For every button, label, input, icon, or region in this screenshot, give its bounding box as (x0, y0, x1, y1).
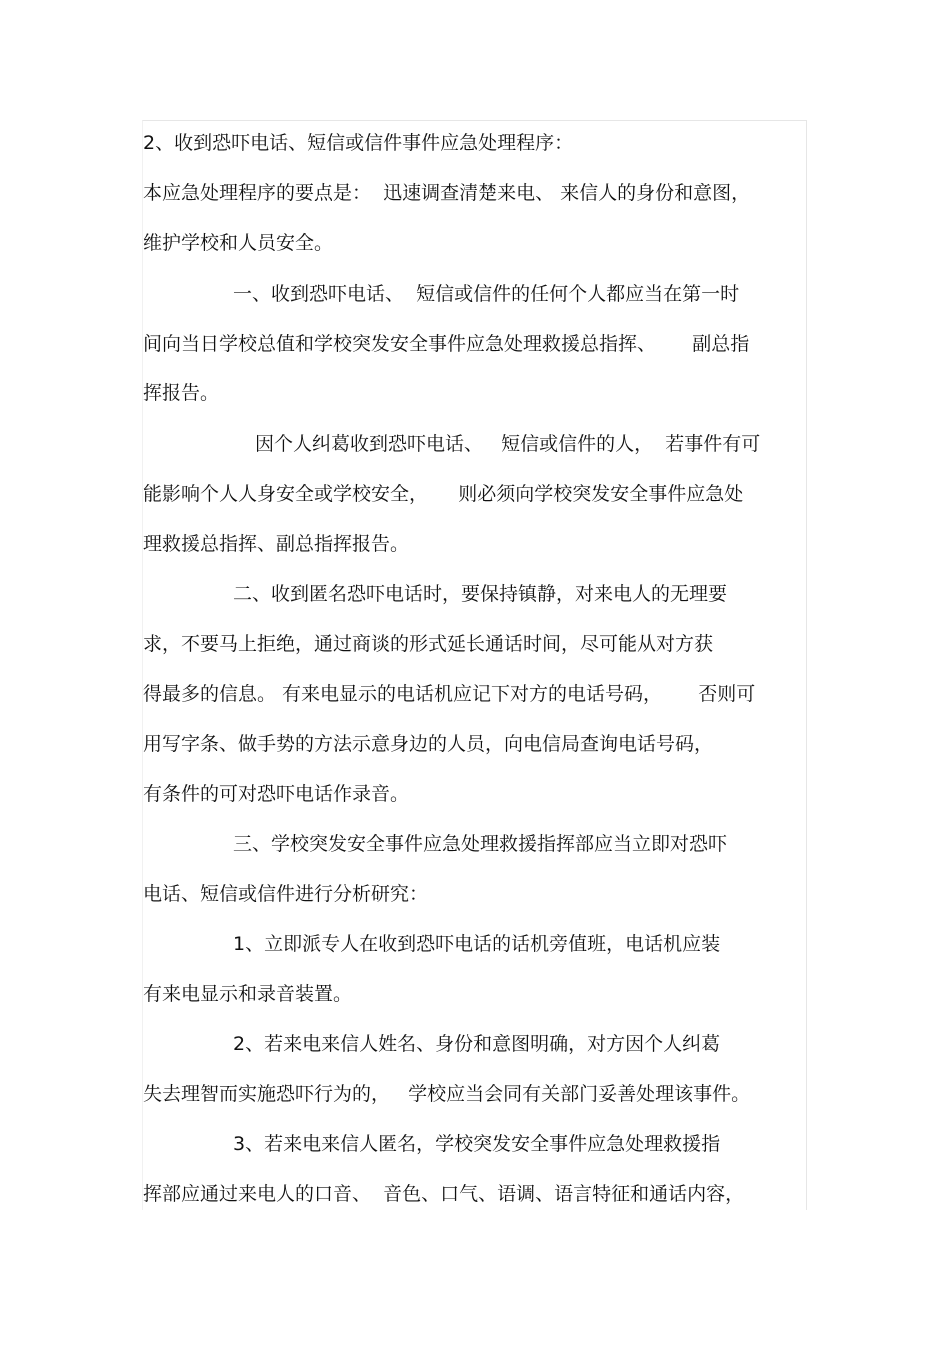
list-item-3: 3、若来电来信人匿名，学校突发安全事件应急处理救援指 (233, 1133, 721, 1155)
paragraph-start: 因个人纠葛收到恐吓电话、 短信或信件的人， 若事件有可 (255, 433, 761, 455)
text-line: 有来电显示和录音装置。 (143, 983, 353, 1005)
section-heading: 2、收到恐吓电话、短信或信件事件应急处理程序： (143, 132, 574, 154)
paragraph-start: 三、学校突发安全事件应急处理救援指挥部应当立即对恐吓 (233, 833, 728, 855)
paragraph-start: 二、收到匿名恐吓电话时，要保持镇静，对来电人的无理要 (233, 583, 728, 605)
text-line: 理救援总指挥、副总指挥报告。 (143, 533, 410, 555)
paragraph-start: 一、收到恐吓电话、 短信或信件的任何个人都应当在第一时 (233, 283, 740, 305)
text-line: 本应急处理程序的要点是： 迅速调查清楚来电、 来信人的身份和意图， (143, 182, 751, 204)
text-line: 能影响个人人身安全或学校安全， 则必须向学校突发安全事件应急处 (143, 483, 744, 505)
text-line: 有条件的可对恐吓电话作录音。 (143, 783, 410, 805)
text-line: 间向当日学校总值和学校突发安全事件应急处理救援总指挥、 副总指 (143, 333, 750, 355)
text-line: 挥报告。 (143, 382, 220, 404)
list-item-1: 1、立即派专人在收到恐吓电话的话机旁值班，电话机应装 (233, 933, 721, 955)
text-line: 挥部应通过来电人的口音、 音色、口气、语调、语言特征和通话内容， (143, 1183, 745, 1205)
text-line: 维护学校和人员安全。 (143, 232, 334, 254)
text-line: 电话、短信或信件进行分析研究： (143, 883, 429, 905)
text-line: 得最多的信息。 有来电显示的电话机应记下对方的电话号码， 否则可 (143, 683, 756, 705)
text-line: 用写字条、做手势的方法示意身边的人员，向电信局查询电话号码， (143, 733, 714, 755)
text-line: 求，不要马上拒绝，通过商谈的形式延长通话时间，尽可能从对方获 (143, 633, 714, 655)
document-page (142, 120, 807, 1210)
text-line: 失去理智而实施恐吓行为的， 学校应当会同有关部门妥善处理该事件。 (143, 1083, 751, 1105)
list-item-2: 2、若来电来信人姓名、身份和意图明确，对方因个人纠葛 (233, 1033, 721, 1055)
